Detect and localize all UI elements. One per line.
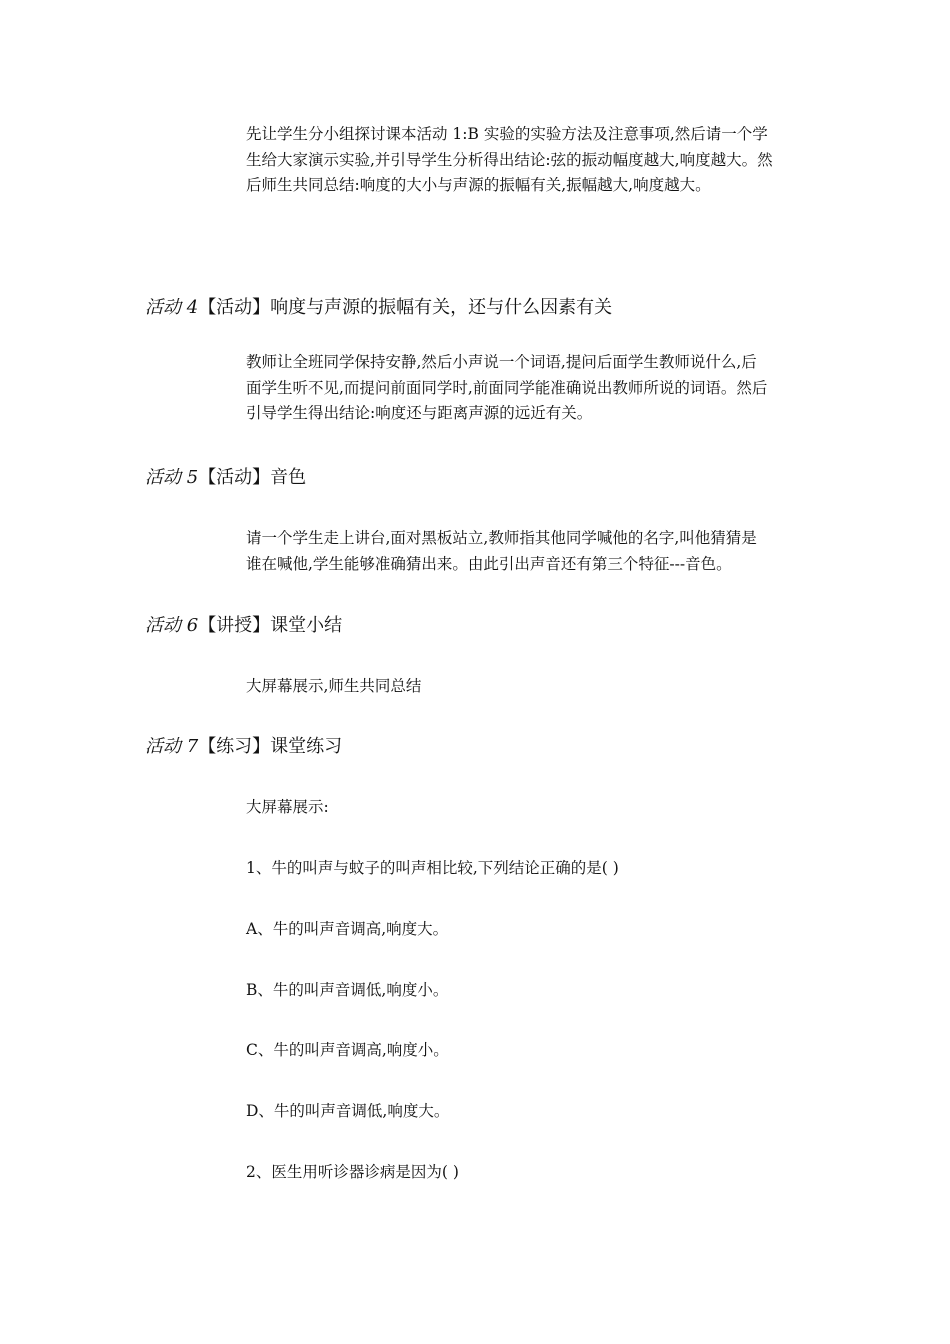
text-line: 引导学生得出结论:响度还与距离声源的远近有关。	[246, 404, 593, 422]
activity-4-heading	[145, 296, 612, 320]
text-line: 请一个学生走上讲台,面对黑板站立,教师指其他同学喊他的名字,叫他猜猜是	[246, 529, 757, 547]
text-line: 教师让全班同学保持安静,然后小声说一个词语,提问后面学生教师说什么,后	[246, 353, 757, 371]
activity-7-heading	[145, 735, 342, 759]
text-line: 面学生听不见,而提问前面同学时,前面同学能准确说出教师所说的词语。然后	[246, 378, 768, 397]
activity-5-paragraph	[246, 526, 757, 577]
exercise-option-d: D、牛的叫声音调低,响度大。	[246, 1102, 450, 1120]
text-line: 后师生共同总结:响度的大小与声源的振幅有关,振幅越大,响度越大。	[246, 176, 711, 194]
activity-number: 活动 4	[145, 297, 199, 318]
activity-number: 活动 6	[145, 615, 199, 636]
text-line: 谁在喊他,学生能够准确猜出来。由此引出声音还有第三个特征---音色。	[246, 554, 732, 573]
text-line: 生给大家演示实验,并引导学生分析得出结论:弦的振动幅度越大,响度越大。然	[246, 150, 773, 169]
text-line: 大屏幕展示:	[246, 798, 329, 816]
activity-title: 【练习】课堂练习	[198, 736, 343, 757]
text-line: 大屏幕展示,师生共同总结	[246, 677, 422, 695]
activity-6-heading	[145, 614, 342, 638]
activity-title: 【活动】音色	[198, 467, 307, 488]
exercise-question-1: 1、牛的叫声与蚊子的叫声相比较,下列结论正确的是( )	[246, 859, 619, 877]
activity-5-heading	[145, 466, 306, 490]
exercise-option-c: C、牛的叫声音调高,响度小。	[246, 1041, 449, 1059]
intro-paragraph	[246, 122, 773, 199]
activity-6-paragraph	[246, 674, 421, 700]
exercise-question-2: 2、医生用听诊器诊病是因为( )	[246, 1163, 459, 1181]
activity-title: 【讲授】课堂小结	[198, 615, 343, 636]
activity-number: 活动 7	[145, 736, 199, 757]
activity-title: 【活动】响度与声源的振幅有关，还与什么因素有关	[198, 297, 613, 318]
exercise-option-b: B、牛的叫声音调低,响度小。	[246, 981, 449, 999]
activity-7-paragraph	[246, 795, 329, 821]
text-line: 先让学生分小组探讨课本活动 1:B 实验的实验方法及注意事项,然后请一个学	[246, 125, 768, 143]
exercise-option-a: A、牛的叫声音调高,响度大。	[246, 920, 449, 938]
activity-number: 活动 5	[145, 467, 199, 488]
activity-4-paragraph	[246, 350, 767, 427]
